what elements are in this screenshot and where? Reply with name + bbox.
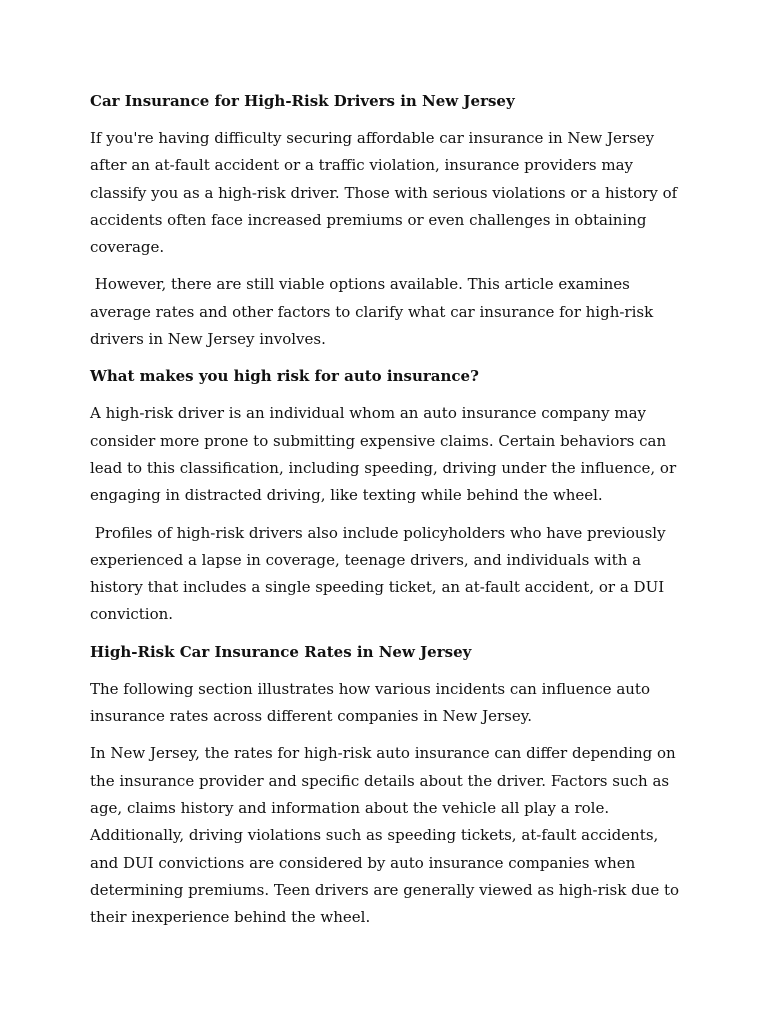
section-heading-high-risk-definition: What makes you high risk for auto insurance?	[90, 367, 479, 386]
section1-paragraph-2: Profiles of high-risk drivers also include policyholders who have previously experienced a lapse in coverage, teenage drivers, and individuals with a history that includes a single speeding ticket, an at-fault accident, or a DUI conviction.	[90, 523, 671, 624]
intro-paragraph-1: If you're having difficulty securing affordable car insurance in New Jersey after an at-fault accident or a traffic violation, insurance providers may classify you as a high-risk driver. Those with serious violations or a history of accidents often face increased premiums or even challenges in obtaining coverage.	[90, 129, 683, 257]
intro-paragraph-2: However, there are still viable options available. This article examines average rates and other factors to clarify what car insurance for high-risk drivers in New Jersey involves.	[90, 275, 658, 349]
section2-paragraph-2: In New Jersey, the rates for high-risk auto insurance can differ depending on the insurance provider and specific details about the driver. Factors such as age, claims history and information about the vehicle all play a role. Additionally, driving violations such as speeding tickets, at-fault accidents, and DUI convictions are considered by auto insurance companies when determining premiums. Teen drivers are generally viewed as high-risk due to their inexperience behind the wheel.	[90, 744, 684, 927]
document-page	[90, 88, 684, 941]
section2-paragraph-1: The following section illustrates how various incidents can influence auto insurance rates across different companies in New Jersey.	[90, 679, 655, 726]
section1-paragraph-1: A high-risk driver is an individual whom an auto insurance company may consider more prone to submitting expensive claims. Certain behaviors can lead to this classification, including speeding, driving under the influence, or engaging in distracted driving, like texting while behind the wheel.	[90, 404, 681, 505]
section-heading-rates: High-Risk Car Insurance Rates in New Jersey	[90, 642, 472, 661]
document-title: Car Insurance for High-Risk Drivers in New Jersey	[90, 92, 515, 110]
